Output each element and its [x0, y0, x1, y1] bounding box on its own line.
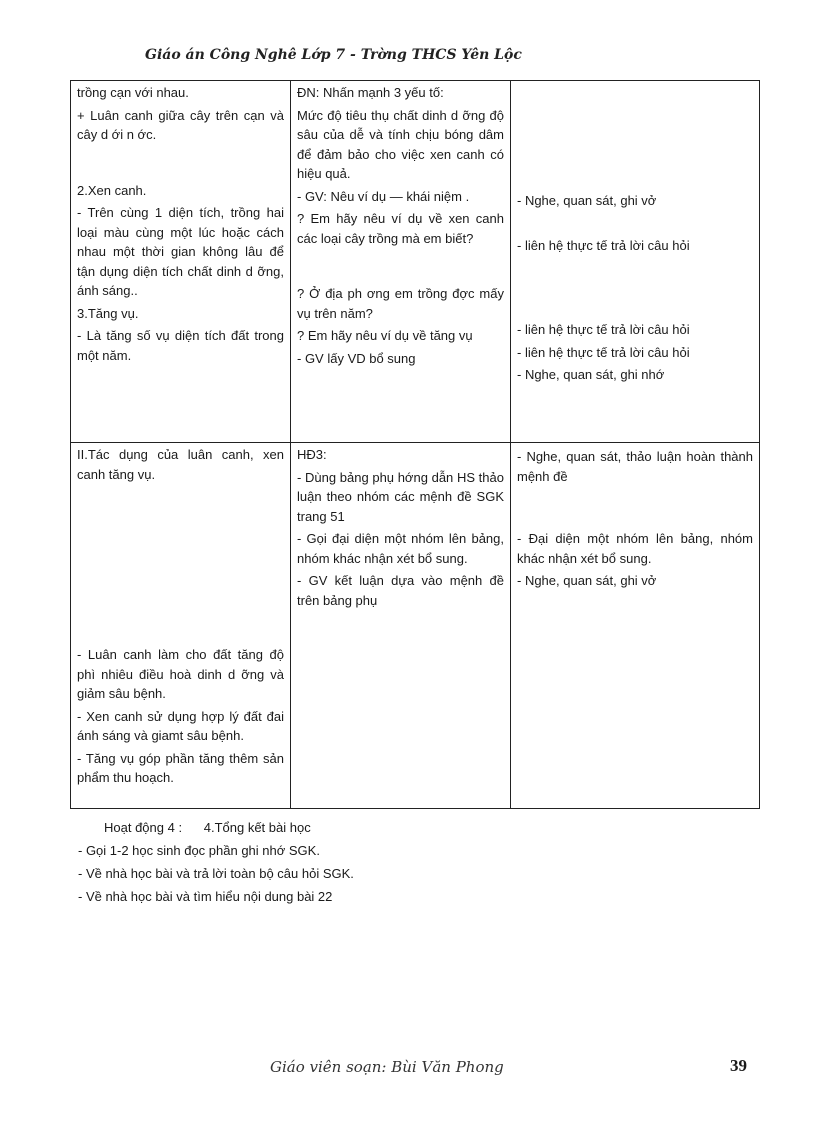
activity-heading [78, 816, 758, 839]
page-number: 39 [730, 1056, 747, 1075]
student-text: - liên hệ thực tế trả lời câu hỏi [517, 344, 690, 360]
content-text: + Luân canh giữa cây trên cạn và cây d ới n ớc. [77, 107, 284, 142]
teacher-text: ? Ở địa ph ơng em trồng đợc mấy vụ trên năm? [297, 286, 504, 321]
teacher-text: ĐN: Nhấn mạnh 3 yếu tố: [297, 85, 444, 100]
list-item: - Về nhà học bài và tìm hiểu nội dung bài 22 [78, 889, 333, 904]
activity-label: Hoạt động 4 : [104, 820, 183, 835]
student-text: - Nghe, quan sát, thảo luận hoàn thành mệnh đề [517, 449, 753, 484]
teacher-text: - GV kết luận dựa vào mệnh đề trên bảng phụ [297, 573, 504, 608]
student-text: - Nghe, quan sát, ghi nhớ [517, 367, 665, 382]
list-item: - Về nhà học bài và trả lời toàn bộ câu hỏi SGK. [78, 866, 354, 881]
student-text: - Đại diện một nhóm lên bảng, nhóm khác nhận xét bổ sung. [517, 531, 753, 566]
section-heading: 2.Xen canh. [77, 182, 147, 198]
content-text: - Là tăng số vụ diện tích đất trong một năm. [77, 328, 284, 363]
teacher-text: - Gọi đại diện một nhóm lên bảng, nhóm khác nhận xét bổ sung. [297, 531, 504, 566]
student-cell [511, 443, 760, 809]
activity-title: 4.Tổng kết bài học [203, 820, 311, 835]
teacher-text: HĐ3: [297, 447, 327, 462]
footer-author: Giáo viên soạn: Bùi Văn Phong [270, 1058, 504, 1076]
table-row [71, 81, 760, 443]
list-item: - Gọi 1-2 học sinh đọc phần ghi nhớ SGK. [78, 843, 320, 858]
section-heading: 3.Tăng vụ. [77, 305, 139, 321]
teacher-text: - GV lấy VD bổ sung [297, 350, 416, 366]
teacher-text: Mức độ tiêu thụ chất dinh d ỡng độ sâu của dễ và tính chịu bóng dâm để đảm bảo cho việc xen canh có hiệu quả. [297, 107, 504, 181]
student-cell [511, 81, 760, 443]
page-header: Giáo án Công Nghê Lớp 7 - Trờng THCS Yên Lộc [145, 47, 522, 63]
teacher-text: ? Em hãy nêu ví dụ về xen canh các loại cây trồng mà em biết? [297, 211, 504, 246]
student-text: - liên hệ thực tế trả lời câu hỏi [517, 237, 690, 253]
teacher-cell [291, 443, 511, 809]
content-text: - Luân canh làm cho đất tăng độ phì nhiêu điều hoà dinh d ỡng và giảm sâu bệnh. [77, 647, 284, 701]
content-cell [71, 443, 291, 809]
student-text: - Nghe, quan sát, ghi vở [517, 193, 657, 208]
content-text: trồng cạn với nhau. [77, 85, 189, 100]
student-text: - liên hệ thực tế trả lời câu hỏi [517, 322, 690, 337]
content-text: - Trên cùng 1 diện tích, trồng hai loại màu cùng một lúc hoặc cách nhau một thời gian không lâu để tận dụng diện tích chất dinh d ỡng, ánh sáng.. [77, 205, 284, 298]
teacher-cell [291, 81, 511, 443]
section-heading: II.Tác dụng của luân canh, xen canh tăng vụ. [77, 447, 284, 482]
lesson-table [70, 80, 760, 809]
teacher-text: ? Em hãy nêu ví dụ về tăng vụ [297, 328, 473, 343]
content-text: - Tăng vụ góp phần tăng thêm sản phẩm thu hoạch. [77, 750, 284, 785]
student-text: - Nghe, quan sát, ghi vở [517, 573, 657, 588]
table-row [71, 443, 760, 809]
content-cell [71, 81, 291, 443]
teacher-text: - Dùng bảng phụ hớng dẫn HS thảo luận theo nhóm các mệnh đề SGK trang 51 [297, 469, 504, 524]
activity-summary [78, 816, 758, 908]
teacher-text: - GV: Nêu ví dụ — khái niệm . [297, 188, 470, 204]
content-text: - Xen canh sử dụng hợp lý đất đai ánh sáng và giamt sâu bệnh. [77, 708, 284, 743]
